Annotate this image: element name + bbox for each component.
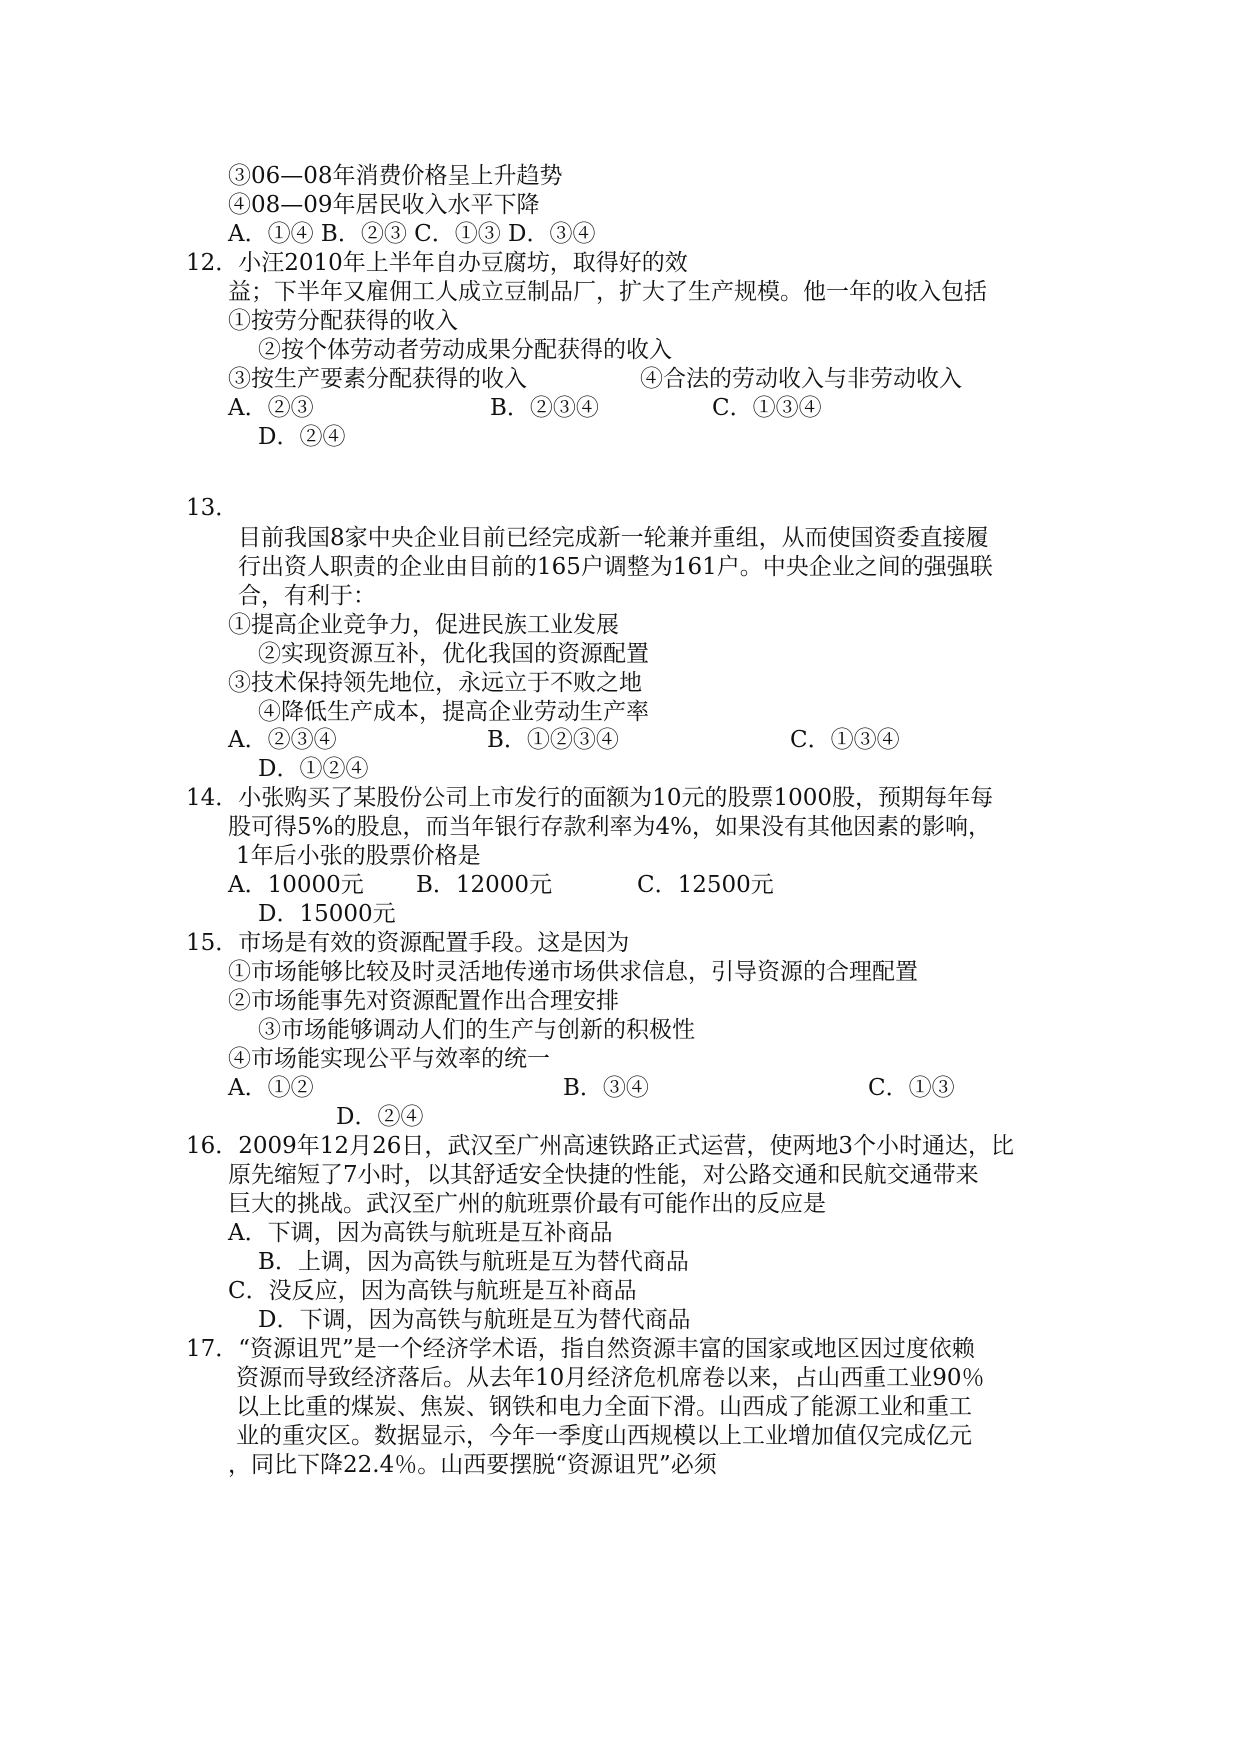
q13-option-3: ③技术保持领先地位，永远立于不败之地: [228, 670, 642, 696]
q13-stem-line1: 目前我国8家中央企业目前已经完成新一轮兼并重组，从而使国资委直接履: [238, 525, 989, 551]
q13-option-4: ④降低生产成本，提高企业劳动生产率: [258, 699, 649, 725]
q17-stem-line3: 以上比重的煤炭、焦炭、钢铁和电力全面下滑。山西成了能源工业和重工: [236, 1394, 972, 1420]
q17-stem-line5: ，同比下降22.4％。山西要摆脱“资源诅咒”必须: [228, 1452, 717, 1478]
q12-choice-a: A．②③: [228, 395, 314, 421]
q16-stem-line1: 16．2009年12月26日，武汉至广州高速铁路正式运营，使两地3个小时通达，比: [186, 1133, 1014, 1159]
q12-stem-line2: 益；下半年又雇佣工人成立豆制品厂，扩大了生产规模。他一年的收入包括: [228, 279, 987, 305]
q12-choice-d: D．②④: [258, 424, 346, 450]
q13-option-2: ②实现资源互补，优化我国的资源配置: [258, 641, 649, 667]
q16-stem-line3: 巨大的挑战。武汉至广州的航班票价最有可能作出的反应是: [228, 1191, 826, 1217]
q13-choice-c: C．①③④: [790, 727, 900, 753]
q14-choice-c: C．12500元: [637, 872, 774, 898]
q14-stem-line3: 1年后小张的股票价格是: [236, 843, 481, 869]
q13-number: 13．: [186, 495, 239, 521]
q15-option-4: ④市场能实现公平与效率的统一: [228, 1046, 550, 1072]
q16-choice-c: C．没反应，因为高铁与航班是互补商品: [228, 1278, 637, 1304]
q12-option-3: ③按生产要素分配获得的收入: [228, 366, 527, 392]
q13-stem-line2: 行出资人职责的企业由目前的165户调整为161户。中央企业之间的强强联: [238, 554, 993, 580]
q17-stem-line2: 资源而导致经济落后。从去年10月经济危机席卷以来，占山西重工业90％: [236, 1365, 985, 1391]
q17-stem-line1: 17．“资源诅咒”是一个经济学术语，指自然资源丰富的国家或地区因过度依赖: [186, 1336, 975, 1362]
q12-choice-b: B．②③④: [490, 395, 599, 421]
q15-choice-b: B．③④: [563, 1075, 649, 1101]
q12-option-1: ①按劳分配获得的收入: [228, 308, 458, 334]
q14-choice-d: D．15000元: [258, 901, 396, 927]
q15-option-2: ②市场能事先对资源配置作出合理安排: [228, 988, 619, 1014]
q15-option-1: ①市场能够比较及时灵活地传递市场供求信息，引导资源的合理配置: [228, 959, 918, 985]
q13-stem-line3: 合，有利于：: [238, 583, 376, 609]
q15-choice-d: D．②④: [336, 1104, 424, 1130]
q12-option-2: ②按个体劳动者劳动成果分配获得的收入: [258, 337, 672, 363]
q13-choice-d: D．①②④: [258, 756, 369, 782]
q13-option-1: ①提高企业竞争力，促进民族工业发展: [228, 612, 619, 638]
q12-choice-c: C．①③④: [712, 395, 822, 421]
q14-choice-b: B．12000元: [416, 872, 553, 898]
q15-choice-c: C．①③: [868, 1075, 955, 1101]
q14-stem-line1: 14．小张购买了某股份公司上市发行的面额为10元的股票1000股，预期每年每: [186, 785, 994, 811]
q15-option-3: ③市场能够调动人们的生产与创新的积极性: [258, 1017, 695, 1043]
q16-choice-a: A．下调，因为高铁与航班是互补商品: [228, 1220, 613, 1246]
q11-choices: A．①④ B．②③ C．①③ D．③④: [228, 221, 596, 247]
q13-choice-a: A．②③④: [228, 727, 337, 753]
q14-choice-a: A．10000元: [228, 872, 364, 898]
q14-stem-line2: 股可得5%的股息，而当年银行存款利率为4%，如果没有其他因素的影响，: [228, 814, 991, 840]
q11-option-3: ③06—08年消费价格呈上升趋势: [228, 163, 563, 189]
q16-stem-line2: 原先缩短了7小时，以其舒适安全快捷的性能，对公路交通和民航交通带来: [228, 1162, 979, 1188]
q16-choice-b: B．上调，因为高铁与航班是互为替代商品: [258, 1249, 689, 1275]
q13-choice-b: B．①②③④: [487, 727, 619, 753]
q15-choice-a: A．①②: [228, 1075, 314, 1101]
q17-stem-line4: 业的重灾区。数据显示，今年一季度山西规模以上工业增加值仅完成亿元: [236, 1423, 972, 1449]
q15-stem: 15．市场是有效的资源配置手段。这是因为: [186, 930, 630, 956]
q12-stem-line1: 12．小汪2010年上半年自办豆腐坊，取得好的效: [186, 250, 688, 276]
q12-option-4: ④合法的劳动收入与非劳动收入: [640, 366, 962, 392]
q11-option-4: ④08—09年居民收入水平下降: [228, 192, 540, 218]
q16-choice-d: D．下调，因为高铁与航班是互为替代商品: [258, 1307, 691, 1333]
